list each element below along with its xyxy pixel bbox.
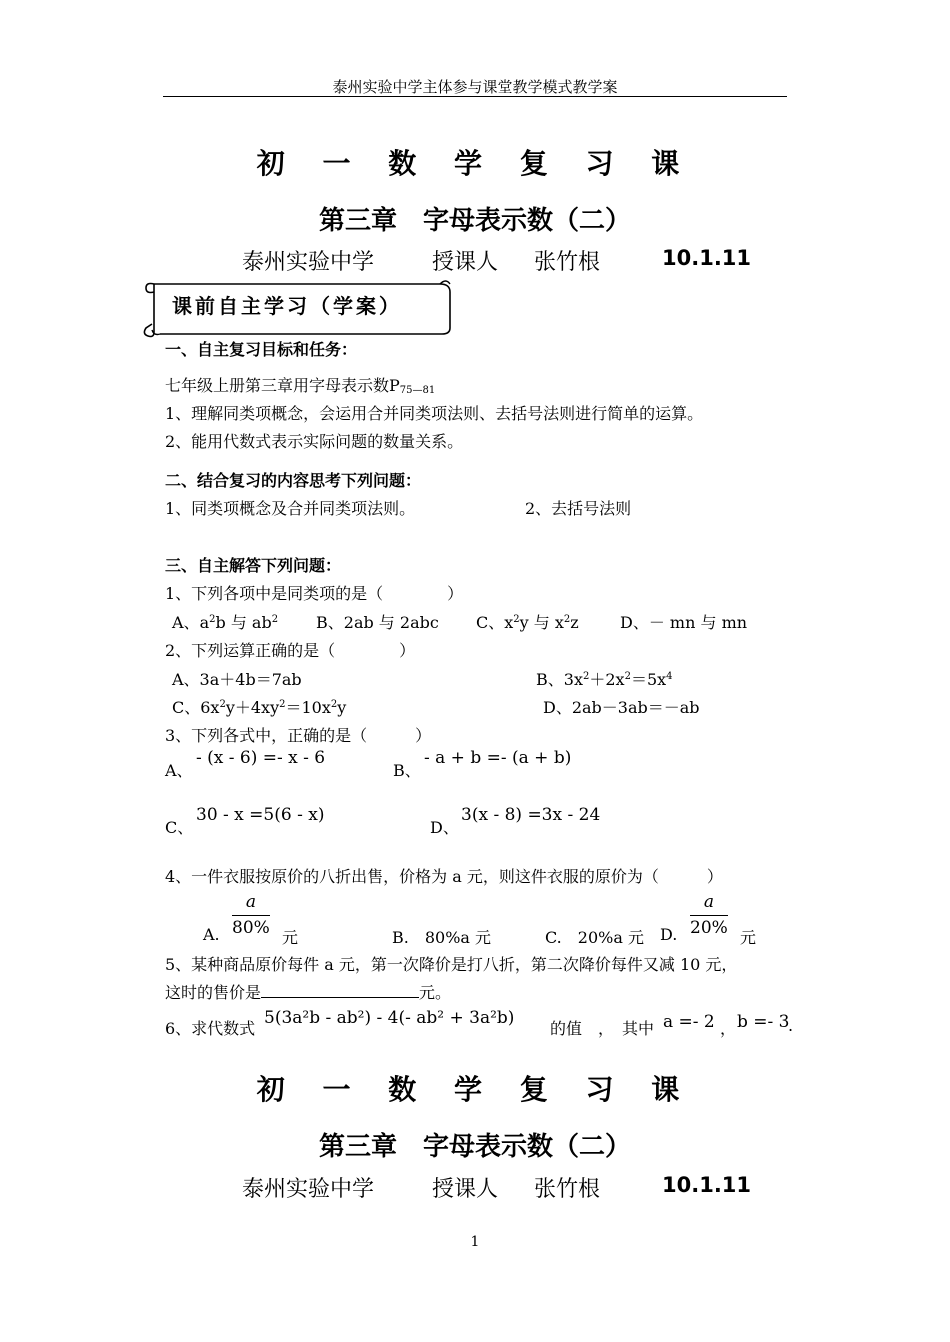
q2-stem: 2、下列运算正确的是（ ） (165, 641, 416, 660)
section-2-item-2: 2、去括号法则 (525, 499, 632, 518)
section-2-item-1: 1、同类项概念及合并同类项法则。 (165, 499, 416, 518)
q3-d-label: D、 (430, 818, 459, 837)
q3-b-expr: - a + b =- (a + b) (424, 748, 572, 768)
section-1-scope (165, 373, 435, 396)
q6-prefix: 6、求代数式 (165, 1019, 256, 1038)
meta-teacher-label: 授课人 (432, 250, 499, 275)
q1-a-part-2: b 与 ab (215, 613, 272, 632)
q1-c-part-2: y 与 x (519, 613, 564, 632)
page-number: 1 (470, 1234, 480, 1250)
q2-b-part-3: ＝5x (630, 670, 667, 689)
q4-d-unit: 元 (740, 928, 757, 947)
q5-line-1: 5、某种商品原价每件 a 元，第一次降价是打八折，第二次降价每件又减 10 元， (165, 955, 738, 974)
q2-c-part-4: y (337, 698, 347, 717)
chapter-subtitle-repeat: 第三章 字母表示数（二） (318, 1132, 631, 1162)
q4-a-numerator: a (232, 892, 270, 916)
q5-line-2 (165, 980, 451, 1003)
page-title-repeat: 初 一 数 学 复 习 课 (256, 1073, 694, 1106)
q4-a-fraction (232, 892, 270, 938)
q3-c-label: C、 (165, 818, 194, 837)
q4-stem: 4、一件衣服按原价的八折出售，价格为 a 元，则这件衣服的原价为（ ） (165, 867, 723, 886)
meta-date: 10.1.11 (662, 246, 752, 270)
section-1-heading: 一、自主复习目标和任务： (165, 340, 358, 359)
q4-option-c: C. 20%a 元 (545, 928, 644, 947)
q2-b-part-2: ＋2x (589, 670, 625, 689)
page-title: 初 一 数 学 复 习 课 (256, 147, 694, 180)
q3-c-expr: 30 - x =5(6 - x) (196, 805, 325, 825)
q1-stem: 1、下列各项中是同类项的是（ ） (165, 584, 464, 603)
q2-option-a: A、3a＋4b＝7ab (172, 670, 302, 689)
q2-option-b: B、$3x^2+2x^2=5x^4$ (536, 670, 673, 689)
q2-option-c: C、$6x^2y+4xy^2=10x^2y$ (172, 698, 347, 717)
q1-c-label: C、x (476, 613, 514, 632)
meta-school: 泰州实验中学 (242, 250, 375, 275)
q6-cond-b: b =- 3 (737, 1012, 790, 1032)
q3-b-label: B、 (393, 761, 421, 780)
q5-answer-blank[interactable] (261, 982, 419, 998)
q4-d-denominator: 20% (690, 918, 728, 938)
q1-option-b: B、2ab 与 2abc (316, 613, 439, 632)
page-header: 泰州实验中学主体参与课堂教学模式教学案 (332, 78, 618, 96)
chapter-subtitle: 第三章 字母表示数（二） (318, 206, 631, 236)
q1-a-part-1: a (199, 613, 210, 632)
q3-stem: 3、下列各式中，正确的是（ ） (165, 726, 432, 745)
section-1-goal-1: 1、理解同类项概念，会运用合并同类项法则、去括号法则进行简单的运算。 (165, 404, 704, 423)
q2-c-part-1: C、6x (172, 698, 220, 717)
q4-a-label: A. (203, 925, 220, 944)
q2-c-part-3: ＝10x (285, 698, 331, 717)
q2-c-part-2: y＋4xy (225, 698, 280, 717)
q3-a-expr: - (x - 6) =- x - 6 (196, 748, 326, 768)
q2-b-part-1: B、3x (536, 670, 583, 689)
q5-line-2-text: 这时的售价是 (165, 983, 262, 1002)
q4-option-b: B. 80%a 元 (392, 928, 492, 947)
header-rule (163, 96, 787, 97)
q6-mid: 的值 ， 其中 (550, 1019, 655, 1038)
scroll-banner-label: 课前自主学习（学案） (172, 294, 402, 318)
q4-a-unit: 元 (282, 928, 299, 947)
q4-a-denominator: 80% (232, 918, 270, 938)
meta-date-repeat: 10.1.11 (662, 1173, 752, 1197)
scope-page-range: 75—81 (399, 385, 436, 396)
meta-school-repeat: 泰州实验中学 (242, 1177, 375, 1202)
q2-option-d: D、2ab－3ab＝－ab (543, 698, 700, 717)
q1-option-a: A、$a^2b$ 与 $ab^2$ (172, 613, 279, 632)
q1-a-label: A、 (172, 613, 200, 632)
scope-text: 七年级上册第三章用字母表示数 (165, 376, 390, 395)
meta-teacher: 张竹根 (534, 250, 601, 275)
meta-teacher-repeat: 张竹根 (534, 1177, 601, 1202)
section-2-heading: 二、结合复习的内容思考下列问题： (165, 471, 422, 490)
q6-sep: ， (720, 1019, 737, 1038)
section-3-heading: 三、自主解答下列问题： (165, 556, 342, 575)
q4-d-numerator: a (690, 892, 728, 916)
q1-option-d: D、－ mn 与 mn (620, 613, 748, 632)
q3-d-expr: 3(x - 8) =3x - 24 (461, 805, 601, 825)
q4-d-label: D. (660, 925, 678, 944)
q1-c-part-3: z (570, 613, 579, 632)
section-1-goal-2: 2、能用代数式表示实际问题的数量关系。 (165, 432, 464, 451)
q6-cond-a: a =- 2 (663, 1012, 715, 1032)
meta-teacher-label-repeat: 授课人 (432, 1177, 499, 1202)
q1-option-c: C、$x^2y$ 与 $x^2z$ (476, 613, 579, 632)
scope-page: P (389, 376, 400, 395)
q6-expression: 5(3a²b - ab²) - 4(- ab² + 3a²b) (264, 1008, 515, 1028)
q4-d-fraction (690, 892, 728, 938)
q3-a-label: A、 (165, 761, 193, 780)
q6-end: . (788, 1016, 794, 1035)
q5-line-2-unit: 元。 (419, 983, 452, 1002)
